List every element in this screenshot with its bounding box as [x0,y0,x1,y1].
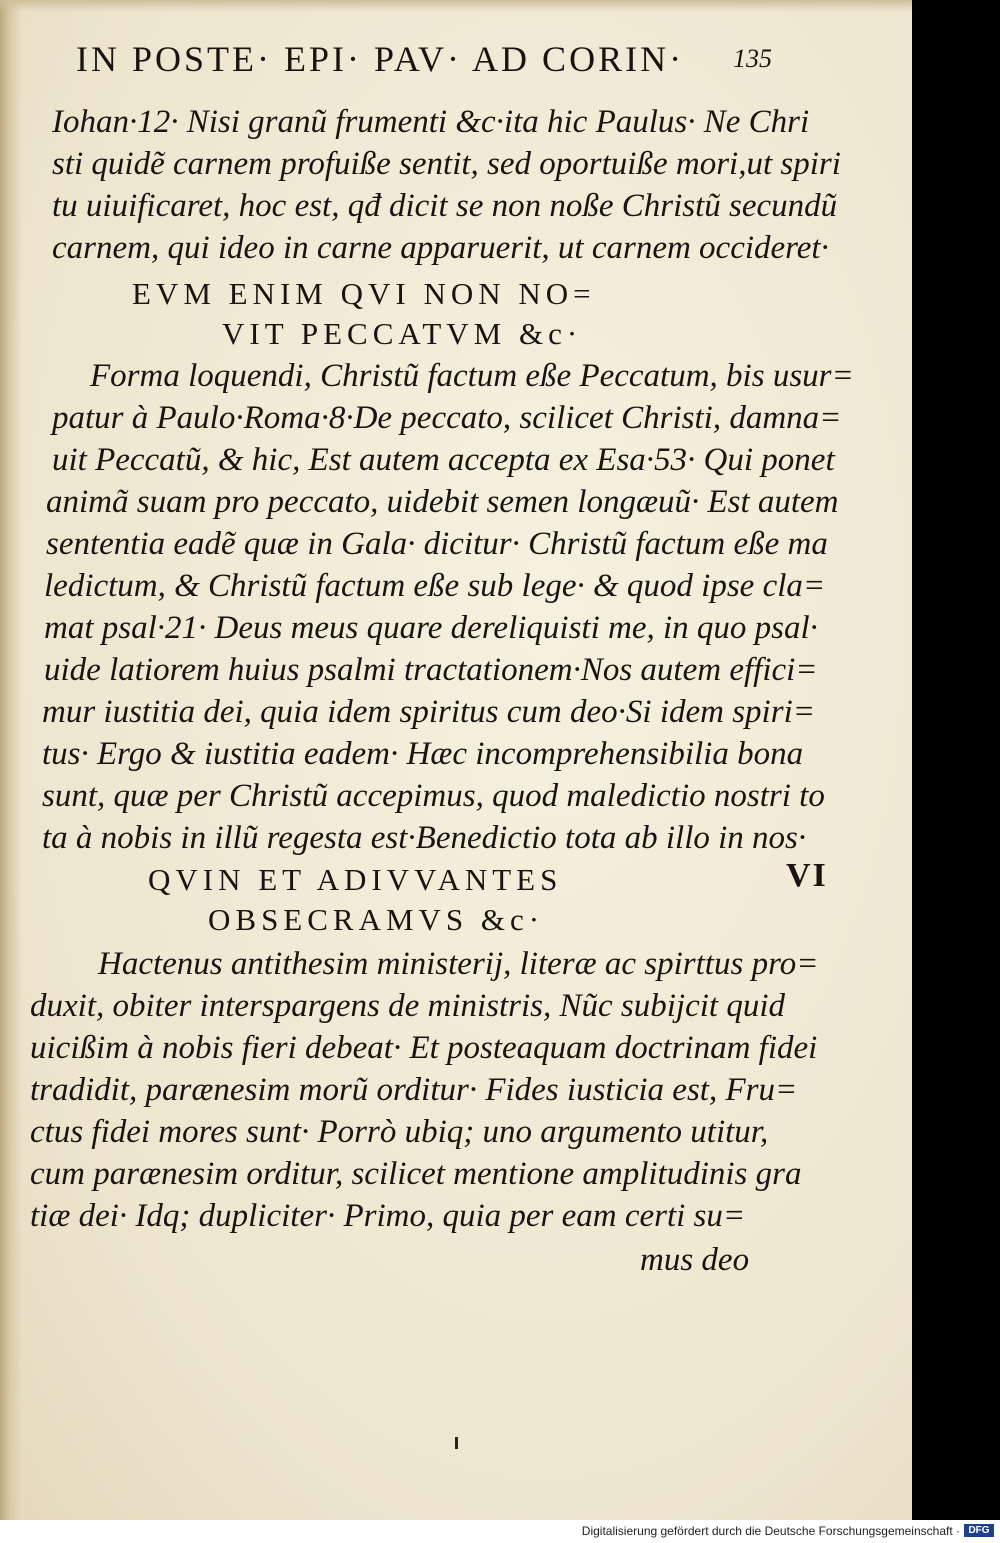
folio-number: 135 [733,44,772,73]
text-line: Hactenus antithesim ministerij, literæ ac spirttus pro= [98,946,819,982]
running-head: IN POSTE· EPI· PAV· AD CORIN· [76,39,685,79]
text-line: sententia eadẽ quæ in Gala· dicitur· Christũ factum eße ma [46,526,828,562]
text-line: patur à Paulo·Roma·8·De peccato, scilicet Christi, damna= [52,400,842,436]
section-heading: OBSECRAMVS &c· [208,902,545,937]
text-line: tiæ dei· Idq; dupliciter· Primo, quia per eam certi su= [30,1198,746,1234]
text-line: uicißim à nobis fieri debeat· Et posteaquam doctrinam fidei [30,1030,818,1066]
text-line: duxit, obiter interspargens de ministris, Nũc subijcit quid [30,988,786,1024]
catchword: mus deo [640,1242,750,1278]
funding-notice: Digitalisierung gefördert durch die Deutsche Forschungsgemeinschaft · [581,1524,960,1538]
text-line: tus· Ergo & iustitia eadem· Hæc incomprehensibilia bona [42,736,804,772]
text-line: tu uiuificaret, hoc est, qđ dicit se non noße Christũ secundũ [52,188,838,224]
text-line: animã suam pro peccato, uidebit semen longæuũ· Est autem [46,484,839,520]
text-line: ta à nobis in illũ regesta est·Benedictio tota ab illo in nos· [42,820,807,856]
section-heading: QVIN ET ADIVVANTES [148,862,563,897]
section-heading: EVM ENIM QVI NON NO= [132,276,596,311]
text-line: tradidit, parænesim morũ orditur· Fides iusticia est, Fru= [30,1072,798,1108]
section-heading: VIT PECCATVM &c· [222,316,583,351]
text-line: sti quidẽ carnem profuiße sentit, sed oportuiße mori,ut spiri [52,146,841,182]
text-line: ledictum, & Christũ factum eße sub lege· & quod ipse cla= [44,568,826,604]
text-line: cum parænesim orditur, scilicet mentione amplitudinis gra [30,1156,802,1192]
margin-note: VI [786,857,828,894]
ink-mark [455,1437,458,1449]
text-line: ctus fidei mores sunt· Porrò ubiq; uno argumento utitur, [30,1114,769,1150]
text-line: mat psal·21· Deus meus quare dereliquisti me, in quo psal· [44,610,818,646]
text-line: uide latiorem huius psalmi tractationem·Nos autem effici= [44,652,818,688]
digitization-footer [0,1520,1000,1543]
text-line: carnem, qui ideo in carne apparuerit, ut carnem occideret· [52,230,829,266]
text-line: mur iustitia dei, quia idem spiritus cum deo·Si idem spiri= [42,694,816,730]
dfg-logo: DFG [964,1524,994,1537]
text-line: Forma loquendi, Christũ factum eße Peccatum, bis usur= [90,358,854,394]
text-line: sunt, quæ per Christũ accepimus, quod maledictio nostri to [42,778,825,814]
text-line: Iohan·12· Nisi granũ frumenti &c·ita hic Paulus· Ne Chri [52,104,810,140]
text-line: uit Peccatũ, & hic, Est autem accepta ex Esa·53· Qui ponet [52,442,835,478]
